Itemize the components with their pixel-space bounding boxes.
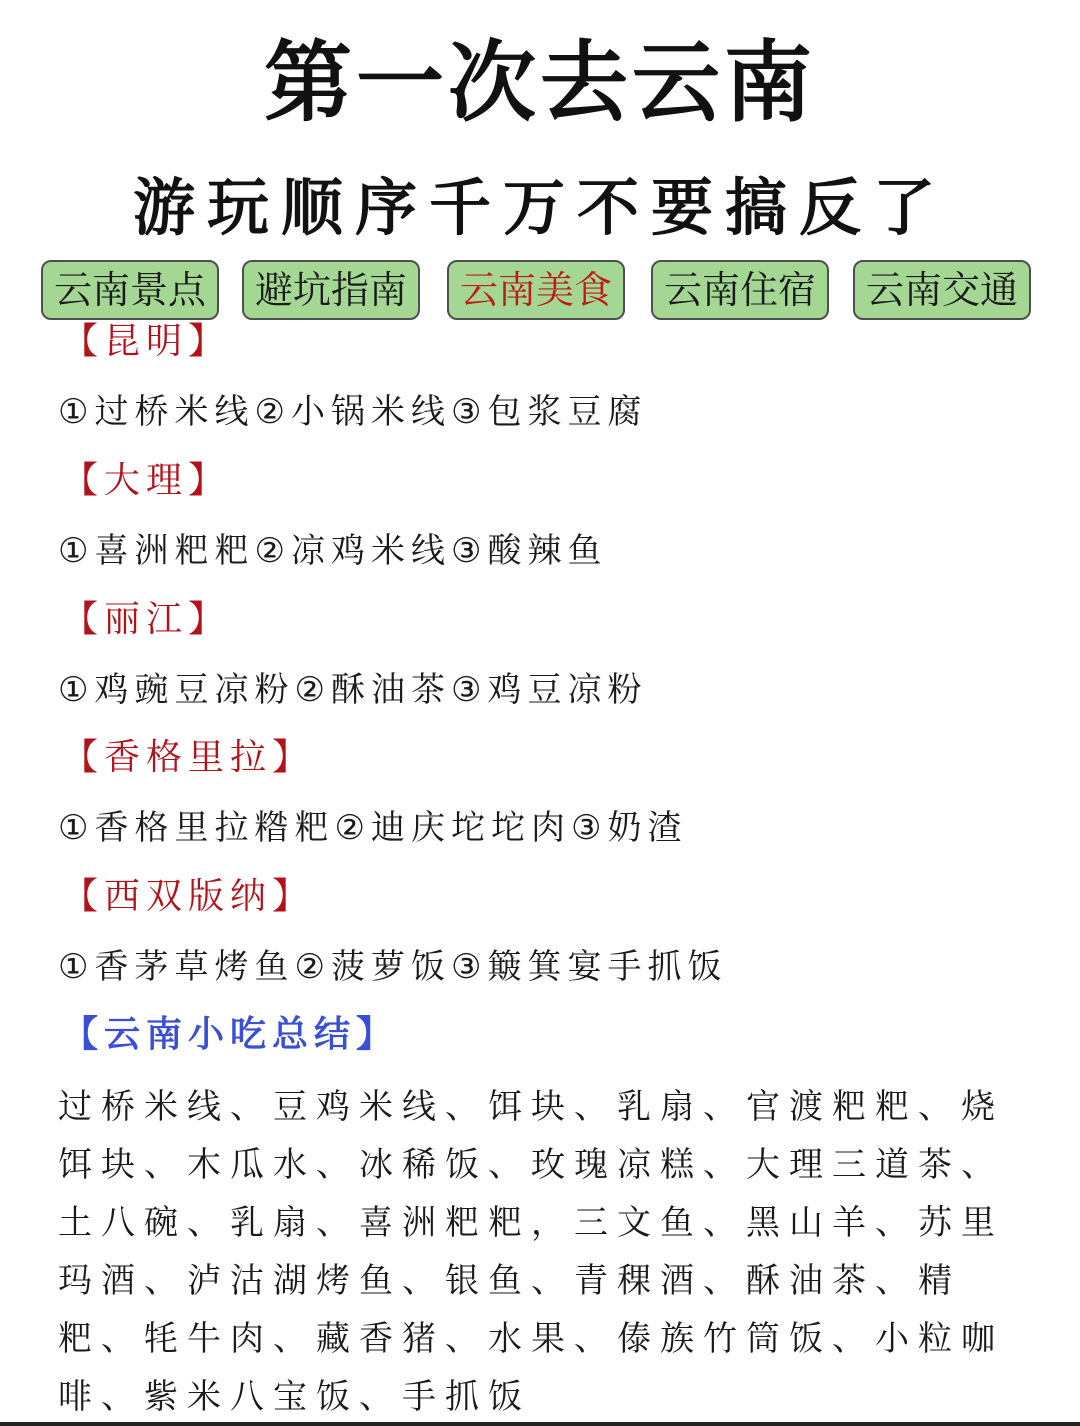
section-items-dali: ①喜洲粑粑②凉鸡米线③酸辣鱼 bbox=[58, 531, 608, 571]
section-heading-shangri-la: 【香格里拉】 bbox=[62, 737, 315, 778]
summary-heading: 【云南小吃总结】 bbox=[62, 1014, 399, 1055]
tab-accommodation[interactable]: 云南住宿 bbox=[651, 260, 829, 320]
category-tabs bbox=[41, 260, 1033, 322]
tab-pitfall-guide[interactable]: 避坑指南 bbox=[242, 260, 420, 320]
summary-text: 过桥米线、豆鸡米线、饵块、乳扇、官渡粑粑、烧饵块、木瓜水、冰稀饭、玫瑰凉糕、大理三道茶、土八碗、乳扇、喜洲粑粑，三文鱼、黑山羊、苏里玛酒、泸沽湖烤鱼、银鱼、青稞酒、酥油茶、精粑、牦牛肉、藏香猪、水果、傣族竹筒饭、小粒咖啡、紫米八宝饭、手抓饭 bbox=[58, 1087, 1004, 1417]
section-heading-lijiang: 【丽江】 bbox=[62, 599, 231, 640]
page-subtitle: 游玩顺序千万不要搞反了 bbox=[132, 171, 947, 244]
tab-food[interactable]: 云南美食 bbox=[447, 260, 625, 320]
tab-scenic-spots[interactable]: 云南景点 bbox=[41, 260, 219, 320]
section-heading-xishuangbanna: 【西双版纳】 bbox=[62, 876, 315, 917]
section-items-kunming: ①过桥米线②小锅米线③包浆豆腐 bbox=[58, 392, 648, 432]
section-heading-dali: 【大理】 bbox=[62, 460, 231, 501]
section-items-lijiang: ①鸡豌豆凉粉②酥油茶③鸡豆凉粉 bbox=[58, 670, 648, 710]
section-items-shangri-la: ①香格里拉糌粑②迪庆坨坨肉③奶渣 bbox=[58, 808, 688, 848]
section-heading-kunming: 【昆明】 bbox=[62, 321, 231, 362]
section-items-xishuangbanna: ①香茅草烤鱼②菠萝饭③簸箕宴手抓饭 bbox=[58, 947, 728, 987]
bottom-divider bbox=[0, 1422, 1080, 1426]
page-title: 第一次去云南 bbox=[263, 31, 816, 134]
tab-transport[interactable]: 云南交通 bbox=[853, 260, 1031, 320]
